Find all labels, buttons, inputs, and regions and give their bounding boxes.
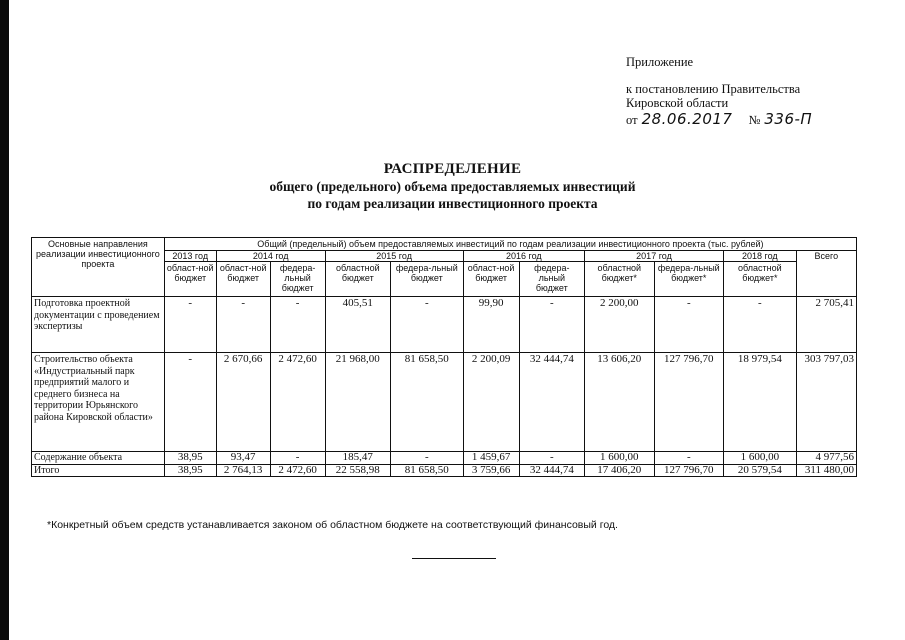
- appendix-from-label: от: [626, 112, 638, 127]
- year-2013: 2013 год: [164, 251, 216, 262]
- row-total: 311 480,00: [796, 464, 856, 477]
- footnote: *Конкретный объем средств устанавливается законом об областном бюджете на соответствующий финансовый год.: [47, 519, 618, 531]
- cell: 21 968,00: [325, 353, 390, 452]
- cell: 127 796,70: [654, 464, 724, 477]
- subheader: федера-льный бюджет: [519, 262, 584, 297]
- row-total: 4 977,56: [796, 452, 856, 465]
- cell: -: [654, 297, 724, 353]
- cell: -: [164, 353, 216, 452]
- cell: -: [390, 297, 463, 353]
- cell: 2 472,60: [270, 464, 325, 477]
- row-name: Итого: [32, 464, 165, 477]
- title-line1: РАСПРЕДЕЛЕНИЕ: [383, 161, 522, 177]
- closing-rule: [412, 558, 496, 559]
- table-row: [32, 452, 857, 465]
- investment-table: [31, 237, 857, 477]
- cell: 185,47: [325, 452, 390, 465]
- cell: 13 606,20: [585, 353, 655, 452]
- cell: 1 600,00: [724, 452, 797, 465]
- appendix-block: [626, 55, 812, 127]
- cell: 127 796,70: [654, 353, 724, 452]
- cell: -: [724, 297, 797, 353]
- cell: -: [270, 297, 325, 353]
- cell: 81 658,50: [390, 464, 463, 477]
- cell: -: [519, 452, 584, 465]
- cell: -: [216, 297, 270, 353]
- cell: 99,90: [463, 297, 519, 353]
- year-2015: 2015 год: [325, 251, 463, 262]
- cell: 2 472,60: [270, 353, 325, 452]
- header-total: Всего: [796, 251, 856, 297]
- row-name: Содержание объекта: [32, 452, 165, 465]
- table-row: [32, 297, 857, 353]
- appendix-date-row: [626, 109, 813, 128]
- cell: 2 200,00: [585, 297, 655, 353]
- year-2014: 2014 год: [216, 251, 325, 262]
- scan-edge: [0, 0, 9, 640]
- cell: 405,51: [325, 297, 390, 353]
- cell: 18 979,54: [724, 353, 797, 452]
- subheader: област-ной бюджет: [216, 262, 270, 297]
- cell: 2 764,13: [216, 464, 270, 477]
- cell: -: [164, 297, 216, 353]
- subheader: област-ной бюджет: [463, 262, 519, 297]
- header-directions: Основные направления реализации инвестиционного проекта: [32, 238, 165, 297]
- header-row-1: [32, 238, 857, 251]
- cell: 93,47: [216, 452, 270, 465]
- appendix-line1: к постановлению Правительства: [626, 81, 801, 96]
- appendix-label: Приложение: [626, 55, 694, 69]
- subheader: област-ной бюджет: [164, 262, 216, 297]
- year-2017: 2017 год: [585, 251, 724, 262]
- year-2018: 2018 год: [724, 251, 797, 262]
- subheader: областной бюджет: [325, 262, 390, 297]
- cell: -: [270, 452, 325, 465]
- cell: 3 759,66: [463, 464, 519, 477]
- row-name: Подготовка проектной документации с проведением экспертизы: [32, 297, 165, 353]
- cell: -: [390, 452, 463, 465]
- table-row: [32, 353, 857, 452]
- cell: 1 459,67: [463, 452, 519, 465]
- subheader: федера-льный бюджет*: [654, 262, 724, 297]
- year-2016: 2016 год: [463, 251, 584, 262]
- subheader: федера-льный бюджет: [390, 262, 463, 297]
- cell: 38,95: [164, 464, 216, 477]
- cell: 22 558,98: [325, 464, 390, 477]
- cell: 81 658,50: [390, 353, 463, 452]
- subheader: областной бюджет*: [585, 262, 655, 297]
- subheader: федера-льный бюджет: [270, 262, 325, 297]
- row-total: 303 797,03: [796, 353, 856, 452]
- cell: 32 444,74: [519, 353, 584, 452]
- title-line2: общего (предельного) объема предоставляемых инвестиций: [269, 179, 636, 194]
- appendix-line2: Кировской области: [626, 96, 729, 110]
- header-group: Общий (предельный) объем предоставляемых инвестиций по годам реализации инвестиционного проекта (тыс. рублей): [164, 238, 856, 251]
- cell: 2 670,66: [216, 353, 270, 452]
- row-total: 2 705,41: [796, 297, 856, 353]
- cell: 17 406,20: [585, 464, 655, 477]
- cell: -: [519, 297, 584, 353]
- cell: 20 579,54: [724, 464, 797, 477]
- cell: 2 200,09: [463, 353, 519, 452]
- row-name: Строительство объекта «Индустриальный парк предприятий малого и среднего бизнеса на территории Юрьянского района Кировской области»: [32, 353, 165, 452]
- appendix-number-label: №: [748, 112, 761, 127]
- title-line3: по годам реализации инвестиционного проекта: [307, 196, 598, 211]
- cell: 38,95: [164, 452, 216, 465]
- table-row-total: [32, 464, 857, 477]
- cell: 32 444,74: [519, 464, 584, 477]
- cell: -: [654, 452, 724, 465]
- subheader: областной бюджет*: [724, 262, 797, 297]
- appendix-date: 28.06.2017: [641, 109, 733, 128]
- document-title: [0, 161, 905, 212]
- appendix-number: 336-П: [764, 109, 813, 128]
- cell: 1 600,00: [585, 452, 655, 465]
